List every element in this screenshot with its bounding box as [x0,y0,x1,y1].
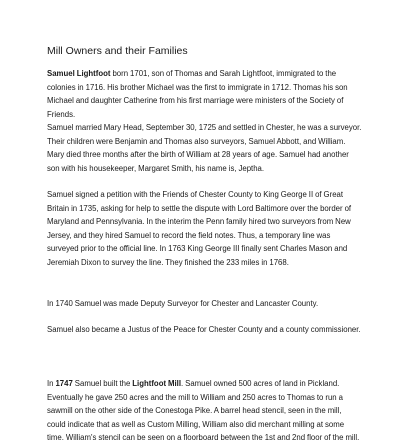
paragraph-justus-of-peace [47,323,362,337]
paragraph-deputy-surveyor [47,297,362,311]
bold-year: 1747 [55,379,73,388]
bold-mill-name: Lightfoot Mill [132,379,182,388]
paragraph-text: In 1740 Samuel was made Deputy Surveyor for Chester and Lancaster County. [47,299,319,308]
bold-name-samuel-lightfoot: Samuel Lightfoot [47,69,111,78]
paragraph-text: In [47,379,56,388]
paragraph-text: Samuel built the [72,379,133,388]
paragraph-lightfoot-mill [47,377,362,445]
paragraph-text: Samuel also became a Justus of the Peace for Chester County and a county commissioner. [47,325,361,334]
document-title: Mill Owners and their Families [47,45,188,57]
paragraph-text: . Samuel owned 500 acres of land in Pickland. Eventually he gave 250 acres and the mill to William and 250 acres to Thomas to run a sawmill on the other side of the Conestoga Pike. A barrel head stencil, seen in the mill, could indicate that as well as Custom Milling, William also did merchant milling at some time. William's stencil can be seen on a floorboard between the 1st and 2nd floor of the mill. [47,379,360,443]
paragraph-text: born 1701, son of Thomas and Sarah Lightfoot, immigrated to the colonies in 1716. His brother Michael was the first to immigrate in 1712. Thomas his son Michael and daughter Catherine from his first marriage were ministers of the Society of Friends. [47,69,348,119]
paragraph-samuel-lightfoot-birth [47,67,362,121]
paragraph-petition [47,188,362,270]
paragraph-text: Samuel signed a petition with the Friends of Chester County to King George II of Great Britain in 1735, asking for help to settle the dispute with Lord Baltimore over the border of Maryland and Pennsylvania. In the interim the Penn family hired two surveyors from New Jersey, and they hired Samuel to record the field notes. Thus, a temporary line was surveyed prior to the official line. In 1763 King George III finally sent Charles Mason and Jeremiah Dixon to survey the line. They finished the 233 miles in 1768. [47,190,352,267]
paragraph-marriage [47,121,362,175]
paragraph-text: Samuel married Mary Head, September 30, 1725 and settled in Chester, he was a surveyor. Their children were Benjamin and Thomas also surveyors, Samuel Abbott, and William. Mary died three months after the birth of William at 28 years of age. Samuel had another son with his housekeeper, Margaret Smith, his name is, Jeptha. [47,123,362,173]
